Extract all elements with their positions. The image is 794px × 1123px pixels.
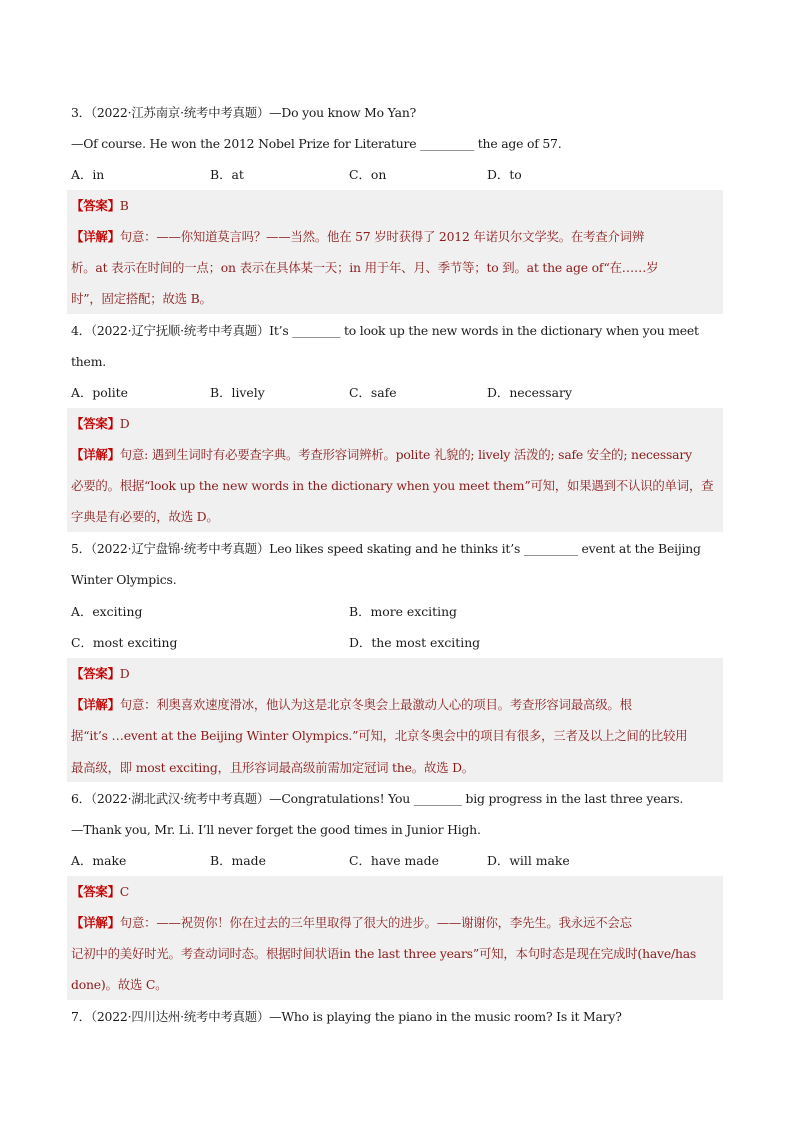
question-6-option-d: D．will make [487, 853, 570, 868]
question-6-answer [71, 876, 723, 907]
question-4-detail-line-1 [71, 439, 723, 470]
detail-text: 句意：利奥喜欢速度滑冰，他认为这是北京冬奥会上最激动人心的项目。考查形容词最高级。根 [119, 697, 632, 712]
question-3-option-b: B．at [210, 167, 244, 182]
question-6-detail-line-2: 记初中的美好时光。考查动词时态。根据时间状语in the last three years”可知，本句时态是现在完成时(have/has [71, 946, 697, 961]
question-5-detail-line-1 [71, 689, 723, 720]
question-5-detail-line-2: 据“it’s …event at the Beijing Winter Olympics.”可知，北京冬奥会中的项目有很多，三者及以上之间的比较用 [71, 728, 688, 743]
answer-value: B [119, 198, 129, 213]
question-3-answer [71, 190, 723, 221]
question-5-option-a: A．exciting [71, 604, 143, 619]
question-6-stem: 6．（2022·湖北武汉·统考中考真题）—Congratulations! You ________ big progress in the last three years. [71, 791, 684, 806]
question-6-option-c: C．have made [349, 853, 439, 868]
question-3-option-d: D．to [487, 167, 522, 182]
question-6-option-b: B．made [210, 853, 266, 868]
answer-tag: 【答案】 [71, 416, 120, 431]
question-3-option-a: A．in [71, 167, 105, 182]
question-4-stem-cont: them. [71, 354, 106, 369]
question-3-detail-line-3: 时”，固定搭配；故选 B。 [71, 291, 212, 306]
question-4-option-d: D．necessary [487, 385, 572, 400]
question-4-option-a: A．polite [71, 385, 128, 400]
detail-text: 句意: 遇到生词时有必要查字典。考查形容词辨析。polite 礼貌的; lively 活泼的; safe 安全的; necessary [119, 447, 692, 462]
question-5-option-c: C．most exciting [71, 635, 178, 650]
question-6-detail-line-3: done)。故选 C。 [71, 977, 168, 992]
question-3-dialogue: —Of course. He won the 2012 Nobel Prize for Literature _________ the age of 57. [71, 136, 562, 151]
answer-value: D [119, 416, 130, 431]
question-5-option-d: D．the most exciting [349, 635, 481, 650]
question-4-answer [71, 408, 723, 439]
detail-tag: 【详解】 [71, 697, 120, 712]
question-5-option-b: B．more exciting [349, 604, 457, 619]
question-5-stem-cont: Winter Olympics. [71, 572, 177, 587]
question-7-stem: 7．（2022·四川达州·统考中考真题）—Who is playing the piano in the music room? Is it Mary? [71, 1009, 622, 1024]
question-3-detail-line-1 [71, 221, 723, 252]
question-3-stem: 3．（2022·江苏南京·统考中考真题）—Do you know Mo Yan? [71, 105, 417, 120]
answer-tag: 【答案】 [71, 884, 120, 899]
detail-text: 句意：——你知道莫言吗？——当然。他在 57 岁时获得了 2012 年诺贝尔文学奖。在考查介词辨 [119, 229, 645, 244]
question-4-option-c: C．safe [349, 385, 397, 400]
question-6-dialogue: —Thank you, Mr. Li. I’ll never forget the good times in Junior High. [71, 822, 481, 837]
question-4-stem: 4．（2022·辽宁抚顺·统考中考真题）It’s ________ to look up the new words in the dictionary when you meet [71, 323, 699, 338]
question-4-detail-line-3: 字典是有必要的，故选 D。 [71, 509, 219, 524]
question-3-detail-line-2: 析。at 表示在时间的一点；on 表示在具体某一天；in 用于年、月、季节等；to 到。at the age of“在……岁 [71, 260, 659, 275]
question-5-answer [71, 658, 723, 689]
question-5-stem: 5．（2022·辽宁盘锦·统考中考真题）Leo likes speed skating and he thinks it’s _________ event at the Beijing [71, 541, 701, 556]
answer-tag: 【答案】 [71, 666, 120, 681]
question-6-detail-line-1 [71, 907, 723, 938]
question-5-detail-line-3: 最高级，即 most exciting，且形容词最高级前需加定冠词 the。故选 D。 [71, 760, 474, 775]
question-3-option-c: C．on [349, 167, 387, 182]
detail-text: 句意：——祝贺你！你在过去的三年里取得了很大的进步。——谢谢你，李先生。我永远不会忘 [119, 915, 632, 930]
detail-tag: 【详解】 [71, 229, 120, 244]
question-6-option-a: A．make [71, 853, 127, 868]
question-4-option-b: B．lively [210, 385, 265, 400]
question-4-detail-line-2: 必要的。根据“look up the new words in the dictionary when you meet them”可知，如果遇到不认识的单词，查 [71, 478, 714, 493]
detail-tag: 【详解】 [71, 447, 120, 462]
answer-value: D [119, 666, 130, 681]
answer-value: C [119, 884, 130, 899]
answer-tag: 【答案】 [71, 198, 120, 213]
detail-tag: 【详解】 [71, 915, 120, 930]
